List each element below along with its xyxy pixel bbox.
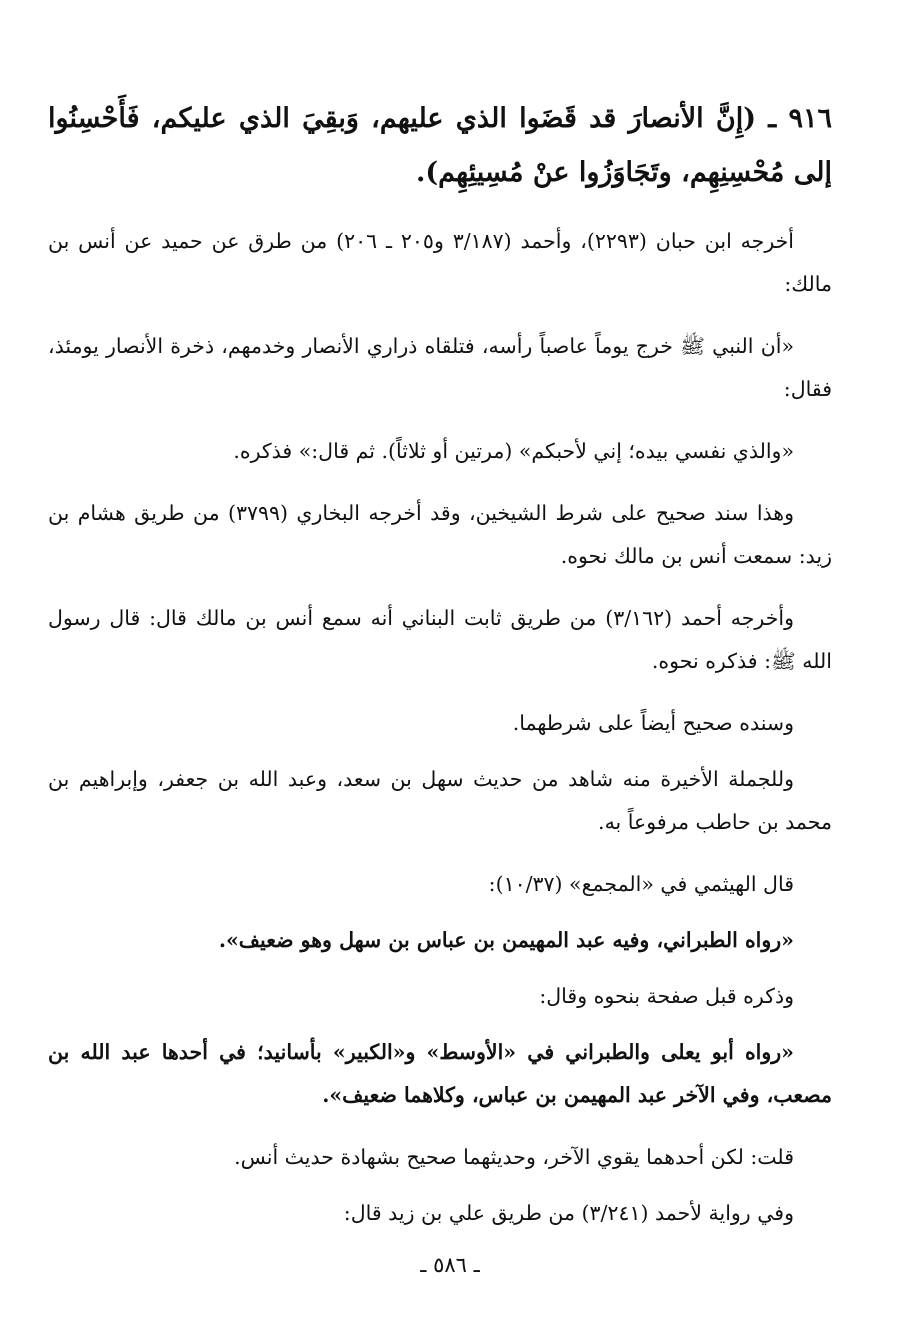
hadith-quote-paragraph: «والذي نفسي بيده؛ إني لأحبكم» (مرتين أو ثلاثاً). ثم قال:» فذكره. [233, 439, 794, 463]
author-comment-paragraph: قلت: لكن أحدهما يقوي الآخر، وحديثهما صحيح بشهادة حديث أنس. [234, 1145, 794, 1169]
hadith-heading: ٩١٦ ـ (إِنَّ الأنصارَ قد قَضَوا الذي عليهم، وَبقِيَ الذي عليكم، فَأَحْسِنُوا إلى مُحْسِنِهِم، وتَجَاوَزُوا عنْ مُسِيئِهِم). [48, 103, 832, 188]
dhakarahu-paragraph: وذكره قبل صفحة بنحوه وقال: [539, 984, 794, 1008]
ahmad-route-paragraph: وأخرجه أحمد (٣/١٦٢) من طريق ثابت البناني أنه سمع أنس بن مالك قال: قال رسول الله ﷺ: فذكره نحوه. [48, 606, 832, 673]
shahid-paragraph: وللجملة الأخيرة منه شاهد من حديث سهل بن سعد، وعبد الله بن جعفر، وإبراهيم بن محمد بن حاطب مرفوعاً به. [48, 767, 832, 834]
page-body [48, 92, 832, 1254]
haythami-quote-paragraph: «رواه الطبراني، وفيه عبد المهيمن بن عباس بن سهل وهو ضعيف». [218, 928, 794, 952]
takhrij-paragraph: أخرجه ابن حبان (٢٢٩٣)، وأحمد (٣/١٨٧ و٢٠٥ ـ ٢٠٦) من طرق عن حميد عن أنس بن مالك: [48, 229, 832, 296]
page-number: ـ ٥٨٦ ـ [420, 1253, 480, 1277]
ahmad-riwaya-paragraph: وفي رواية لأحمد (٣/٢٤١) من طريق علي بن زيد قال: [343, 1201, 794, 1225]
isnad-grading-paragraph: وهذا سند صحيح على شرط الشيخين، وقد أخرجه البخاري (٣٧٩٩) من طريق هشام بن زيد: سمعت أنس بن مالك نحوه. [48, 501, 832, 568]
isnad-sahih-paragraph: وسنده صحيح أيضاً على شرطهما. [512, 711, 794, 735]
abu-yala-quote-paragraph: «رواه أبو يعلى والطبراني في «الأوسط» و«الكبير» بأسانيد؛ في أحدها عبد الله بن مصعب، وفي الآخر عبد المهيمن بن عباس، وكلاهما ضعيف». [48, 1040, 832, 1107]
haythami-citation-paragraph: قال الهيثمي في «المجمع» (١٠/٣٧): [488, 872, 794, 896]
hadith-narration-paragraph: «أن النبي ﷺ خرج يوماً عاصباً رأسه، فتلقاه ذراري الأنصار وخدمهم، ذخرة الأنصار يومئذ، فقال: [48, 334, 832, 401]
